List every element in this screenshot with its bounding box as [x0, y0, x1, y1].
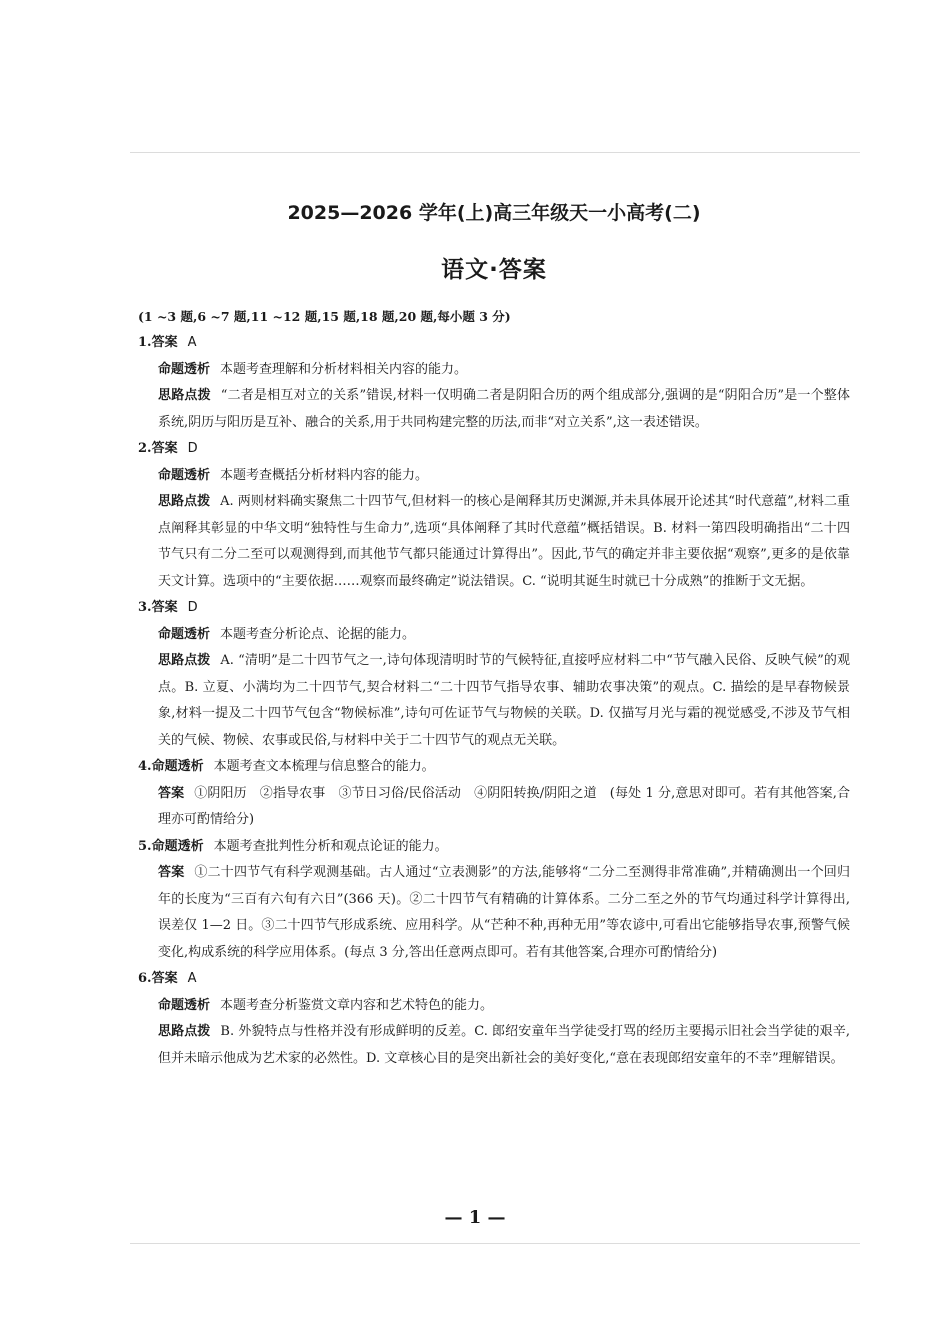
answer-sheet [138, 196, 850, 1072]
question-6-analysis [158, 993, 850, 1020]
answer-value: A [187, 971, 197, 986]
analysis-label: 命题透析 [158, 997, 211, 1013]
analysis-label: 命题透析 [151, 838, 204, 854]
analysis-text: 本题考查文本梳理与信息整合的能力。 [213, 759, 435, 774]
hint-label: 思路点拨 [158, 388, 211, 403]
question-6-hint [158, 1019, 850, 1072]
bottom-rule [130, 1243, 860, 1244]
analysis-text: 本题考查概括分析材料内容的能力。 [220, 467, 429, 483]
answer-label: 答案 [158, 785, 185, 801]
answer-value: D [187, 600, 198, 615]
question-3-hint [158, 648, 850, 754]
question-6-answer-line [138, 966, 850, 993]
analysis-text: 本题考查理解和分析材料相关内容的能力。 [220, 361, 468, 377]
question-number: 3. [138, 600, 152, 615]
hint-text: B. 外貌特点与性格并没有形成鲜明的反差。C. 郎绍安童年当学徒受打骂的经历主要揭示旧社会当学徒的艰辛,但并未暗示他成为艺术家的必然性。D. 文章核心目的是突出新社会的美好变化,“意在表现郎绍安童年的不幸”理解错误。 [158, 1024, 850, 1066]
analysis-text: 本题考查批判性分析和观点论证的能力。 [213, 838, 448, 854]
analysis-label: 命题透析 [158, 626, 211, 642]
hint-label: 思路点拨 [158, 653, 211, 668]
question-1-analysis [158, 357, 850, 384]
answer-label: 答案 [151, 335, 178, 350]
analysis-label: 命题透析 [158, 467, 211, 483]
question-3-analysis [158, 622, 850, 649]
hint-label: 思路点拨 [158, 494, 211, 509]
answer-value: A [187, 335, 197, 350]
question-number: 4. [138, 759, 152, 774]
question-number: 6. [138, 971, 152, 986]
question-2-answer-line [138, 436, 850, 463]
question-1-hint [158, 383, 850, 436]
question-number: 1. [138, 335, 152, 350]
analysis-text: 本题考查分析论点、论据的能力。 [220, 626, 416, 642]
hint-text: A. 两则材料确实聚焦二十四节气,但材料一的核心是阐释其历史渊源,并未具体展开论述其“时代意蕴”,材料二重点阐释其彰显的中华文明“独特性与生命力”,选项“具体阐释了其时代意蕴”概括错误。B. 材料一第四段明确指出“二十四节气只有二分二至可以观测得到,而其他节气都只能通过计算得出”。因此,节气的确定并非主要依据“观察”,更多的是依靠天文计算。选项中的“主要依据……观察而最终确定”说法错误。C. “说明其诞生时就已十分成熟”的推断于文无据。 [158, 494, 850, 589]
page-title: 2025—2026 学年(上)高三年级天一小高考(二) [287, 202, 701, 224]
answer-label: 答案 [151, 971, 178, 986]
question-number: 5. [138, 838, 152, 854]
question-4 [138, 754, 850, 834]
question-6 [138, 966, 850, 1072]
question-2-hint [158, 489, 850, 595]
analysis-label: 命题透析 [158, 361, 211, 377]
question-2-analysis [158, 463, 850, 490]
scoring-note: (1 ~3 题,6 ~7 题,11 ~12 题,15 题,18 题,20 题,每小题 3 分) [138, 309, 511, 324]
hint-text: “二者是相互对立的关系”错误,材料一仅明确二者是阴阳合历的两个组成部分,强调的是“阴阳合历”是一个整体系统,阴历与阳历是互补、融合的关系,用于共同构建完整的历法,而非“对立关系”,这一表述错误。 [158, 388, 850, 430]
page-number: — 1 — [444, 1207, 506, 1228]
question-3-answer-line [138, 595, 850, 622]
question-1-answer-line [138, 330, 850, 357]
question-2 [138, 436, 850, 595]
top-rule [130, 152, 860, 153]
answer-label: 答案 [151, 600, 178, 615]
hint-label: 思路点拨 [158, 1024, 211, 1039]
question-5-analysis-line [138, 834, 850, 861]
question-number: 2. [138, 441, 152, 456]
answer-value: D [187, 441, 198, 456]
question-4-answer [158, 781, 850, 834]
answer-label: 答案 [158, 865, 185, 880]
hint-text: A. “清明”是二十四节气之一,诗句体现清明时节的气候特征,直接呼应材料二中“节气融入民俗、反映气候”的观点。B. 立夏、小满均为二十四节气,契合材料二“二十四节气指导农事、辅助农事决策”的观点。C. 描绘的是早春物候景象,材料一提及二十四节气包含“物候标准”,诗句可佐证节气与物候的关联。D. 仅描写月光与霜的视觉感受,不涉及节气相关的气候、物候、农事或民俗,与材料中关于二十四节气的观点无关联。 [158, 653, 850, 748]
analysis-label: 命题透析 [151, 759, 204, 774]
answer-label: 答案 [151, 441, 178, 456]
question-5 [138, 834, 850, 967]
question-4-analysis-line [138, 754, 850, 781]
analysis-text: 本题考查分析鉴赏文章内容和艺术特色的能力。 [220, 997, 494, 1013]
question-3 [138, 595, 850, 754]
question-1 [138, 330, 850, 436]
page-subtitle: 语文·答案 [441, 257, 547, 283]
question-5-answer [158, 860, 850, 966]
answer-text: ①二十四节气有科学观测基础。古人通过“立表测影”的方法,能够将“二分二至测得非常准确”,并精确测出一个回归年的长度为“三百有六旬有六日”(366 天)。②二十四节气有精确的计算体系。二分二至之外的节气均通过科学计算得出,误差仅 1—2 日。③二十四节气形成系统、应用科学。从“芒种不种,再种无用”等农谚中,可看出它能够指导农事,预警气候变化,构成系统的科学应用体系。(每点 3 分,答出任意两点即可。若有其他答案,合理亦可酌情给分) [158, 865, 850, 960]
answer-text: ①阴阳历 ②指导农事 ③节日习俗/民俗活动 ④阴阳转换/阴阳之道 (每处 1 分,意思对即可。若有其他答案,合理亦可酌情给分) [158, 785, 850, 827]
